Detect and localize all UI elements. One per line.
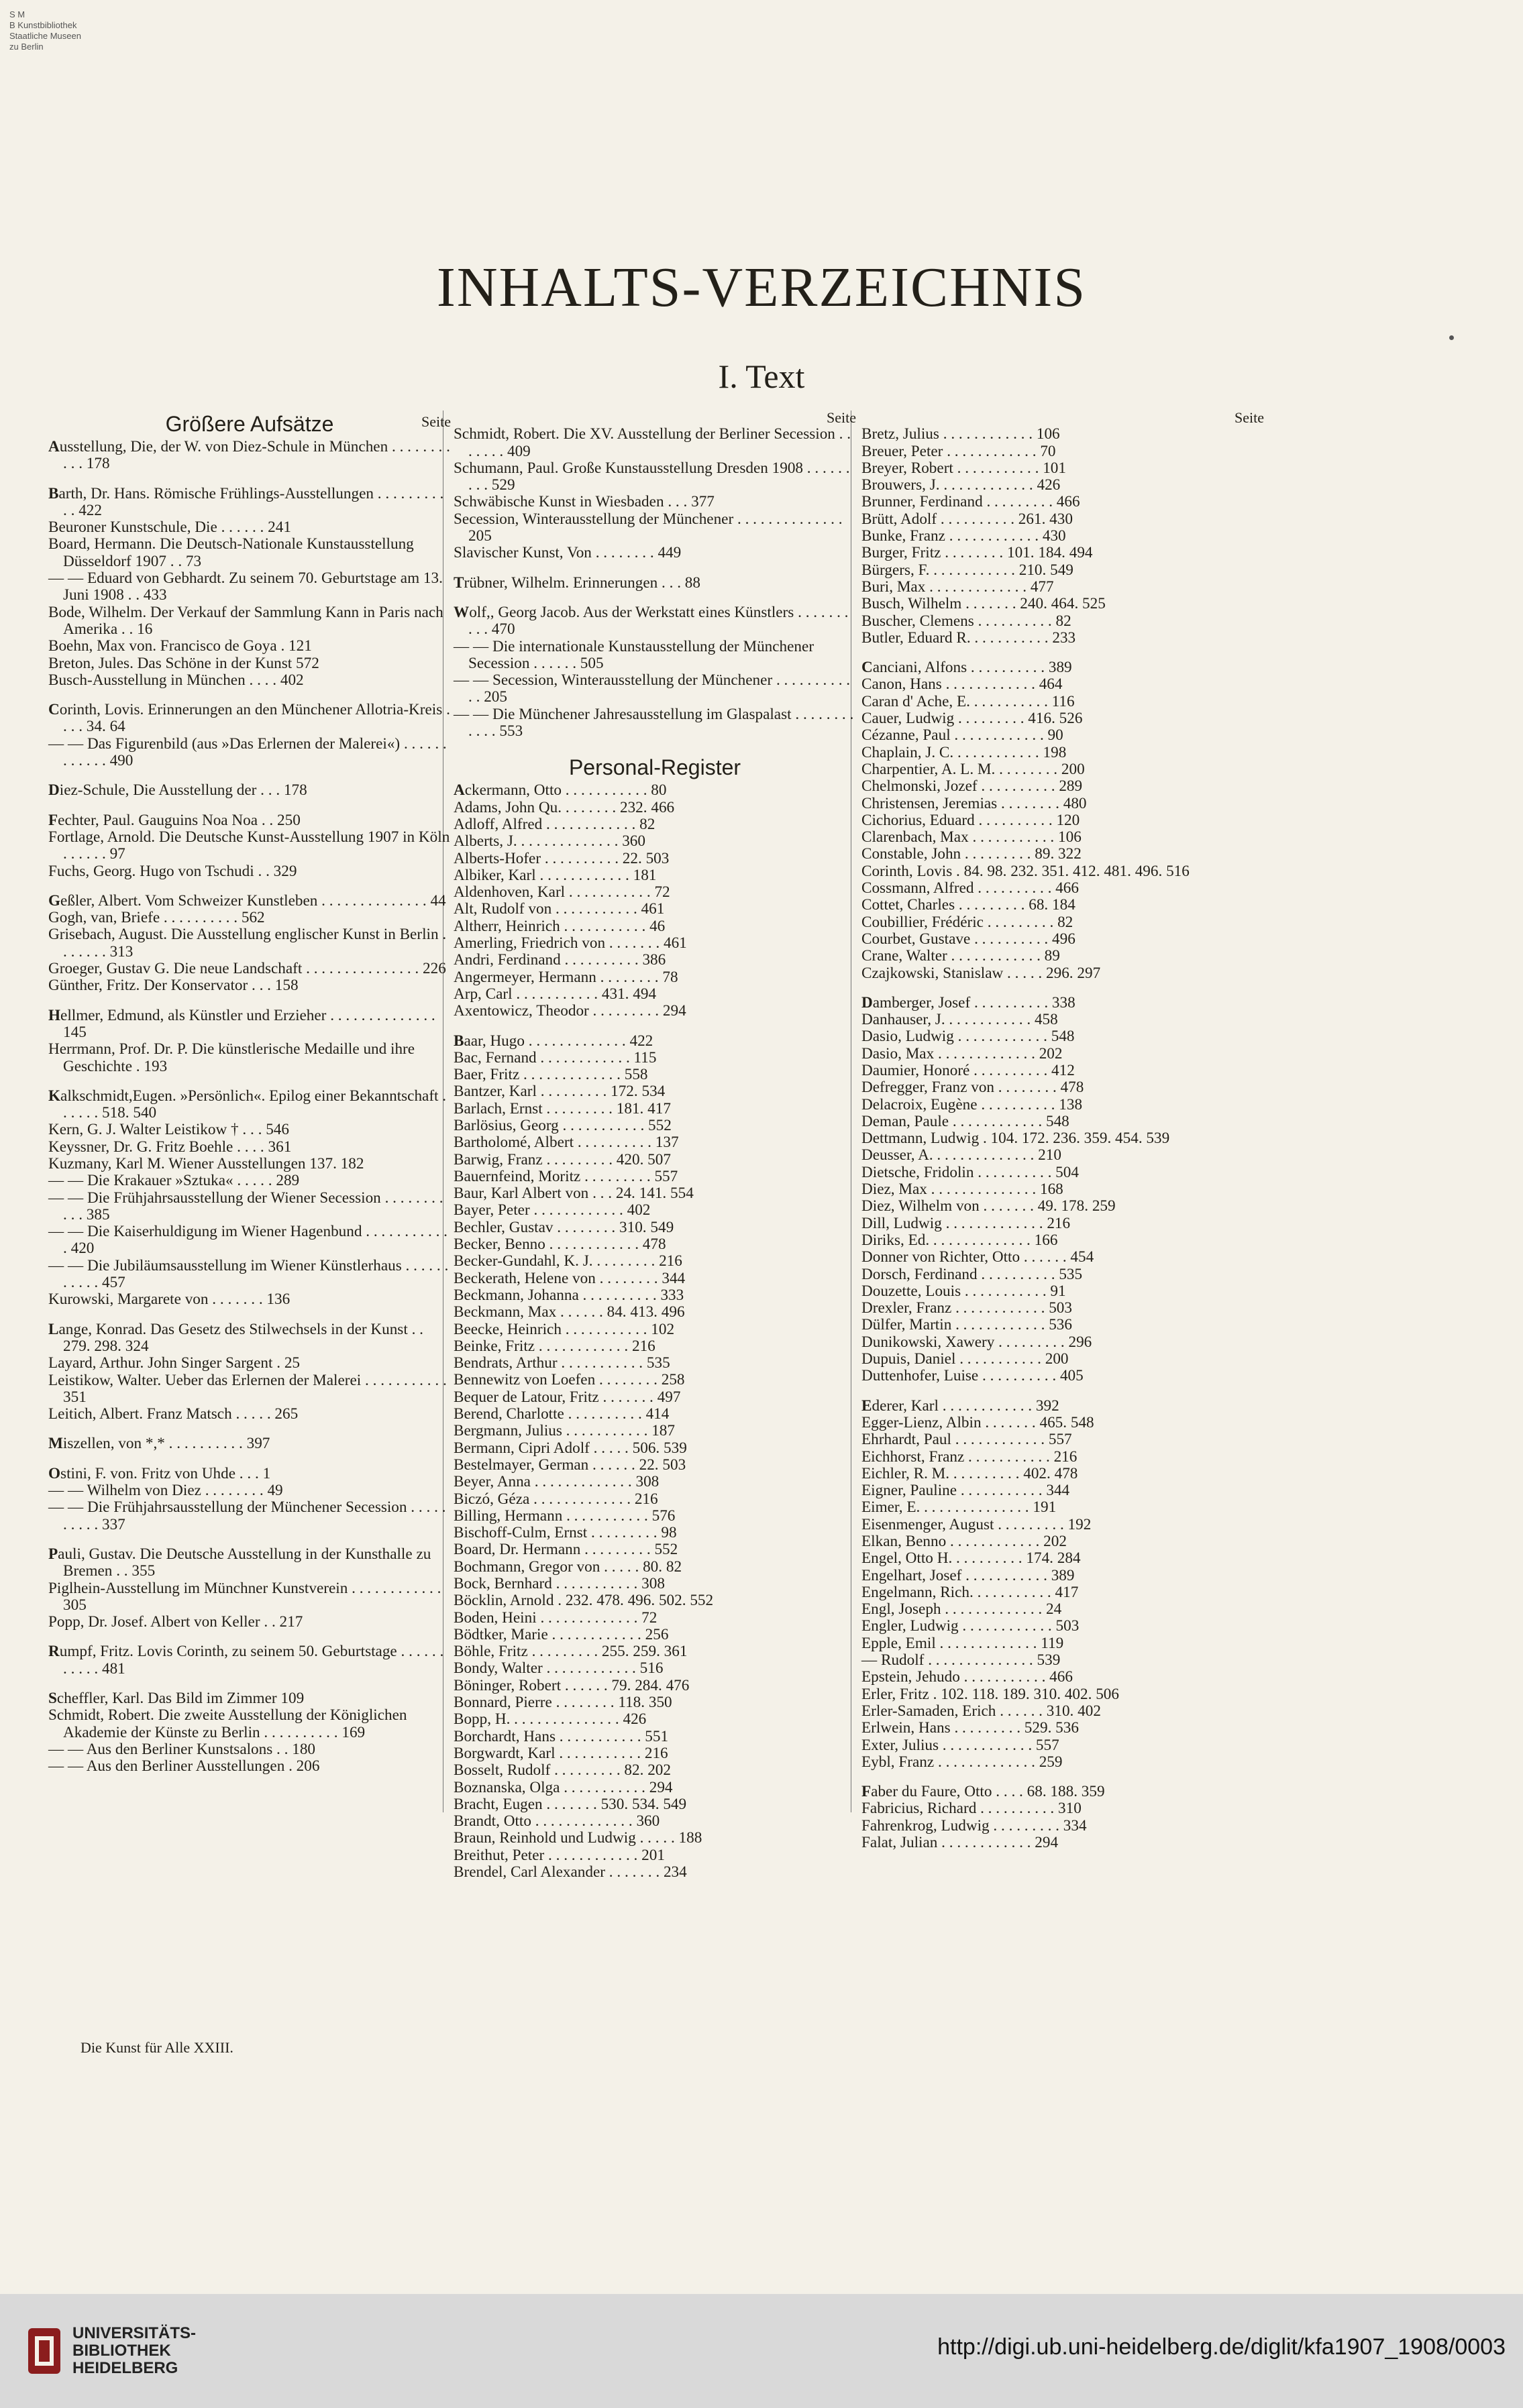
index-entry: — — Wilhelm von Diez . . . . . . . . 49: [48, 1482, 283, 1500]
index-entry: Wolf,, Georg Jacob. Aus der Werkstatt eines Künstlers . . . . . . . . . . 470: [454, 603, 849, 639]
index-entry: Kurowski, Margarete von . . . . . . . 136: [48, 1291, 291, 1309]
index-entry: Beuroner Kunstschule, Die . . . . . . 241: [48, 518, 291, 537]
index-entry: Hellmer, Edmund, als Künstler und Erzieher . . . . . . . . . . . . . . 145: [48, 1006, 435, 1041]
essays-list-continued: [454, 426, 856, 740]
index-entry: Arp, Carl . . . . . . . . . . . 431. 494: [454, 985, 657, 1003]
entry-gap: [48, 769, 451, 782]
index-entry: Herrmann, Prof. Dr. P. Die künstlerische Medaille und ihre Geschichte . 193: [48, 1040, 415, 1075]
index-entry: Delacroix, Eugène . . . . . . . . . . 138: [861, 1095, 1083, 1113]
entry-gap: [861, 982, 1264, 995]
index-entry: Dasio, Max . . . . . . . . . . . . . 202: [861, 1044, 1063, 1062]
index-entry: Bock, Bernhard . . . . . . . . . . . 308: [454, 1575, 665, 1592]
index-entry: Böninger, Robert . . . . . . 79. 284. 476: [454, 1676, 690, 1694]
index-entry: Buri, Max . . . . . . . . . . . . . 477: [861, 578, 1054, 596]
index-entry: Erler-Samaden, Erich . . . . . . 310. 402: [861, 1702, 1101, 1720]
register-list: [454, 782, 856, 1881]
index-entry: Gogh, van, Briefe . . . . . . . . . . 562: [48, 909, 265, 927]
index-entry: Bantzer, Karl . . . . . . . . . 172. 534: [454, 1083, 666, 1101]
index-entry: Engelmann, Rich. . . . . . . . . . . 417: [861, 1583, 1079, 1601]
index-entry: Alt, Rudolf von . . . . . . . . . . . 461: [454, 900, 665, 918]
index-entry: Crane, Walter . . . . . . . . . . . . 89: [861, 947, 1060, 965]
index-entry: Alberts-Hofer . . . . . . . . . . 22. 503: [454, 849, 670, 867]
index-entry: Buscher, Clemens . . . . . . . . . . 82: [861, 612, 1071, 630]
index-entry: Günther, Fritz. Der Konservator . . . 158: [48, 977, 299, 995]
entry-gap: [48, 995, 451, 1007]
index-entry: Donner von Richter, Otto . . . . . . 454: [861, 1248, 1094, 1266]
index-entry: Damberger, Josef . . . . . . . . . . 338: [861, 993, 1075, 1011]
index-entry: Bartholomé, Albert . . . . . . . . . . 137: [454, 1134, 679, 1152]
index-entry: Bödtker, Marie . . . . . . . . . . . . 256: [454, 1625, 669, 1643]
index-entry: Eimer, E. . . . . . . . . . . . . . . 191: [861, 1498, 1057, 1517]
index-entry: Chaplain, J. C. . . . . . . . . . . . 198: [861, 743, 1067, 761]
index-entry: Boden, Heini . . . . . . . . . . . . . 72: [454, 1608, 658, 1627]
index-entry: Leitich, Albert. Franz Matsch . . . . . 265: [48, 1405, 299, 1423]
index-entry: Fahrenkrog, Ludwig . . . . . . . . . 334: [861, 1816, 1087, 1835]
index-entry: Becker-Gundahl, K. J. . . . . . . . . 216: [454, 1252, 682, 1270]
index-entry: Bondy, Walter . . . . . . . . . . . . 516: [454, 1659, 664, 1678]
speck-mark: [1449, 335, 1454, 340]
essays-heading-text: Größere Aufsätze: [165, 412, 334, 436]
entry-gap: [48, 1631, 451, 1643]
index-entry: Barth, Dr. Hans. Römische Frühlings-Ausstellungen . . . . . . . . . . . 422: [48, 484, 444, 519]
index-entry: Ostini, F. von. Fritz von Uhde . . . 1: [48, 1464, 271, 1482]
entry-gap: [48, 1533, 451, 1546]
index-entry: Grisebach, August. Die Ausstellung englischer Kunst in Berlin . . . . . . . 313: [48, 926, 447, 961]
index-entry: Bochmann, Gregor von . . . . . 80. 82: [454, 1557, 682, 1576]
entry-gap: [48, 473, 451, 486]
entry-gap: [48, 880, 451, 893]
entry-gap: [48, 1453, 451, 1466]
index-entry: Lange, Konrad. Das Gesetz des Stilwechsels in der Kunst . . 279. 298. 324: [48, 1320, 423, 1355]
index-entry: — — Die Münchener Jahresausstellung im Glaspalast . . . . . . . . . . . . 553: [454, 705, 854, 741]
index-entry: Braun, Reinhold und Ludwig . . . . . 188: [454, 1829, 702, 1847]
index-entry: Brunner, Ferdinand . . . . . . . . . 466: [861, 493, 1080, 511]
index-entry: — — Die Krakauer »Sztuka« . . . . . 289: [48, 1172, 300, 1190]
index-entry: Schmidt, Robert. Die XV. Ausstellung der Berliner Secession . . . . . . . 409: [454, 425, 851, 460]
index-entry: — — Die Kaiserhuldigung im Wiener Hagenbund . . . . . . . . . . . . 420: [48, 1223, 448, 1258]
index-entry: Daumier, Honoré . . . . . . . . . . 412: [861, 1061, 1075, 1079]
index-entry: Board, Dr. Hermann . . . . . . . . . 552: [454, 1541, 678, 1559]
index-entry: Keyssner, Dr. G. Fritz Boehle . . . . 361: [48, 1138, 292, 1156]
entry-gap: [48, 689, 451, 702]
index-entry: Diriks, Ed. . . . . . . . . . . . . . 166: [861, 1231, 1058, 1249]
index-entry: Kalkschmidt,Eugen. »Persönlich«. Epilog einer Bekanntschaft . . . . . . 518. 540: [48, 1087, 447, 1122]
index-entry: Kuzmany, Karl M. Wiener Ausstellungen 137. 182: [48, 1154, 364, 1172]
index-entry: Cichorius, Eduard . . . . . . . . . . 120: [861, 811, 1080, 829]
index-entry: Engler, Ludwig . . . . . . . . . . . . 503: [861, 1617, 1080, 1635]
index-entry: Eigner, Pauline . . . . . . . . . . . 344: [861, 1482, 1070, 1500]
index-entry: Bennewitz von Loefen . . . . . . . . 258: [454, 1371, 685, 1389]
index-entry: Andri, Ferdinand . . . . . . . . . . 386: [454, 951, 666, 969]
index-entry: Diez, Wilhelm von . . . . . . . 49. 178. 259: [861, 1197, 1116, 1215]
index-entry: Fuchs, Georg. Hugo von Tschudi . . 329: [48, 862, 297, 880]
library-name-line: UNIVERSITÄTS-: [72, 2324, 197, 2342]
index-entry: Berend, Charlotte . . . . . . . . . . 414: [454, 1405, 670, 1423]
index-entry: Bischoff-Culm, Ernst . . . . . . . . . 98: [454, 1524, 677, 1542]
index-entry: Beckmann, Max . . . . . . 84. 413. 496: [454, 1303, 685, 1321]
index-entry: Bonnard, Pierre . . . . . . . . 118. 350: [454, 1694, 672, 1712]
index-entry: Brouwers, J. . . . . . . . . . . . . 426: [861, 476, 1061, 494]
seite-label: Seite: [1235, 409, 1264, 426]
index-entry: Kern, G. J. Walter Leistikow † . . . 546: [48, 1121, 289, 1139]
entry-gap: [861, 1771, 1264, 1784]
stamp-line: zu Berlin: [9, 42, 44, 52]
index-entry: Rumpf, Fritz. Lovis Corinth, zu seinem 50. Geburtstage . . . . . . . . . . . 481: [48, 1643, 444, 1678]
register-list-continued: [861, 426, 1264, 1851]
university-seal-icon: [24, 2324, 64, 2378]
column-middle: [454, 409, 856, 1881]
museum-stamp: [9, 9, 81, 52]
index-entry: Defregger, Franz von . . . . . . . . 478: [861, 1079, 1084, 1097]
index-entry: Dülfer, Martin . . . . . . . . . . . . 536: [861, 1316, 1072, 1334]
essays-list: [48, 439, 451, 1775]
seite-label: Seite: [827, 409, 856, 426]
index-entry: Diez, Max . . . . . . . . . . . . . . 168: [861, 1181, 1063, 1199]
entry-gap: [454, 562, 856, 575]
index-entry: Borgwardt, Karl . . . . . . . . . . . 216: [454, 1744, 668, 1762]
index-entry: Aldenhoven, Karl . . . . . . . . . . . 72: [454, 883, 670, 901]
index-entry: Coubillier, Frédéric . . . . . . . . . 82: [861, 913, 1073, 931]
index-entry: Beckerath, Helene von . . . . . . . . 344: [454, 1269, 686, 1287]
entry-gap: [48, 800, 451, 812]
index-entry: Borchardt, Hans . . . . . . . . . . . 551: [454, 1727, 669, 1745]
index-entry: Bretz, Julius . . . . . . . . . . . . 106: [861, 425, 1060, 443]
index-entry: Bequer de Latour, Fritz . . . . . . . 497: [454, 1388, 681, 1406]
index-entry: Scheffler, Karl. Das Bild im Zimmer 109: [48, 1690, 305, 1707]
index-entry: Clarenbach, Max . . . . . . . . . . . 106: [861, 828, 1082, 846]
index-entry: — — Die Frühjahrsausstellung der Wiener Secession . . . . . . . . . . . 385: [48, 1189, 443, 1223]
library-name-line: BIBLIOTHEK: [72, 2342, 171, 2360]
index-entry: Fortlage, Arnold. Die Deutsche Kunst-Ausstellung 1907 in Köln . . . . . . 97: [48, 828, 450, 863]
index-entry: Engl, Joseph . . . . . . . . . . . . . 24: [861, 1600, 1062, 1619]
index-entry: — — Die internationale Kunstausstellung der Münchener Secession . . . . . . 505: [454, 637, 815, 672]
index-entry: Chelmonski, Jozef . . . . . . . . . . 289: [861, 777, 1083, 796]
index-entry: Corinth, Lovis . 84. 98. 232. 351. 412. 481. 496. 516: [861, 862, 1190, 880]
index-entry: Danhauser, J. . . . . . . . . . . . 458: [861, 1011, 1058, 1029]
index-entry: Leistikow, Walter. Ueber das Erlernen der Malerei . . . . . . . . . . . 351: [48, 1371, 447, 1406]
entry-gap: [48, 1309, 451, 1321]
page-title: INHALTS-VERZEICHNIS: [436, 256, 1087, 319]
index-entry: Canon, Hans . . . . . . . . . . . . 464: [861, 675, 1063, 694]
index-entry: Bendrats, Arthur . . . . . . . . . . . 535: [454, 1354, 670, 1372]
index-entry: Constable, John . . . . . . . . . 89. 322: [861, 845, 1082, 863]
index-entry: Board, Hermann. Die Deutsch-Nationale Kunstausstellung Düsseldorf 1907 . . 73: [48, 535, 414, 570]
index-entry: — Rudolf . . . . . . . . . . . . . . 539: [861, 1651, 1061, 1670]
index-entry: Dasio, Ludwig . . . . . . . . . . . . 548: [861, 1028, 1075, 1046]
index-entry: Eybl, Franz . . . . . . . . . . . . . 259: [861, 1753, 1063, 1771]
index-entry: Erlwein, Hans . . . . . . . . . 529. 536: [861, 1719, 1079, 1737]
index-entry: Layard, Arthur. John Singer Sargent . 25: [48, 1354, 301, 1372]
index-entry: Baer, Fritz . . . . . . . . . . . . . 558: [454, 1066, 648, 1084]
index-entry: Canciani, Alfons . . . . . . . . . . 389: [861, 659, 1072, 677]
index-entry: Brandt, Otto . . . . . . . . . . . . . 360: [454, 1812, 660, 1830]
entry-gap: [48, 1678, 451, 1690]
entry-gap: [454, 592, 856, 604]
index-entry: Pauli, Gustav. Die Deutsche Ausstellung in der Kunsthalle zu Bremen . . 355: [48, 1545, 431, 1580]
library-name: [72, 2325, 196, 2377]
index-entry: Exter, Julius . . . . . . . . . . . . 557: [861, 1736, 1059, 1754]
index-entry: Eisenmenger, August . . . . . . . . . 192: [861, 1515, 1092, 1533]
index-entry: Boznanska, Olga . . . . . . . . . . . 294: [454, 1778, 673, 1796]
index-entry: Slavischer Kunst, Von . . . . . . . . 449: [454, 544, 682, 562]
index-entry: Cottet, Charles . . . . . . . . . 68. 184: [861, 896, 1075, 914]
index-entry: Billing, Hermann . . . . . . . . . . . 576: [454, 1507, 676, 1525]
index-entry: Elkan, Benno . . . . . . . . . . . . 202: [861, 1533, 1067, 1550]
index-entry: Faber du Faure, Otto . . . . 68. 188. 359: [861, 1783, 1105, 1801]
index-entry: Trübner, Wilhelm. Erinnerungen . . . 88: [454, 573, 700, 592]
index-entry: Becker, Benno . . . . . . . . . . . . 478: [454, 1236, 666, 1254]
index-entry: Barlösius, Georg . . . . . . . . . . . 552: [454, 1116, 672, 1134]
index-entry: Eichler, R. M. . . . . . . . . . 402. 478: [861, 1464, 1078, 1482]
index-entry: Barlach, Ernst . . . . . . . . . 181. 417: [454, 1099, 671, 1117]
entry-gap: [48, 1423, 451, 1435]
index-entry: Bechler, Gustav . . . . . . . . 310. 549: [454, 1218, 674, 1236]
index-entry: — — Die Frühjahrsausstellung der Münchener Secession . . . . . . . . . . 337: [48, 1498, 446, 1533]
index-entry: Courbet, Gustave . . . . . . . . . . 496: [861, 930, 1075, 948]
index-entry: Butler, Eduard R. . . . . . . . . . . 233: [861, 628, 1076, 647]
index-entry: Böhle, Fritz . . . . . . . . . 255. 259. 361: [454, 1643, 688, 1661]
index-entry: Ehrhardt, Paul . . . . . . . . . . . . 557: [861, 1431, 1072, 1449]
stamp-line: B Kunstbibliothek: [9, 20, 77, 30]
index-entry: — — Das Figurenbild (aus »Das Erlernen der Malerei«) . . . . . . . . . . . . 490: [48, 734, 447, 770]
index-entry: Dietsche, Fridolin . . . . . . . . . . 504: [861, 1163, 1079, 1181]
index-entry: Christensen, Jeremias . . . . . . . . 480: [861, 794, 1087, 812]
index-entry: Albiker, Karl . . . . . . . . . . . . 181: [454, 866, 657, 884]
index-entry: Axentowicz, Theodor . . . . . . . . . 294: [454, 1002, 686, 1020]
index-entry: Busch-Ausstellung in München . . . . 402: [48, 671, 304, 689]
index-entry: Busch, Wilhelm . . . . . . . 240. 464. 525: [861, 595, 1106, 613]
source-url-link[interactable]: http://digi.ub.uni-heidelberg.de/diglit/kfa1907_1908/0003: [937, 2334, 1506, 2360]
index-entry: Burger, Fritz . . . . . . . . 101. 184. 494: [861, 544, 1093, 562]
index-entry: Drexler, Franz . . . . . . . . . . . . 503: [861, 1299, 1072, 1317]
index-entry: Böcklin, Arnold . 232. 478. 496. 502. 552: [454, 1592, 714, 1610]
index-entry: — — Die Jubiläumsausstellung im Wiener Künstlerhaus . . . . . . . . . . . 457: [48, 1256, 449, 1292]
index-entry: Caran d' Ache, E. . . . . . . . . . . 116: [861, 692, 1075, 710]
index-entry: Dupuis, Daniel . . . . . . . . . . . 200: [861, 1350, 1069, 1368]
index-entry: Bauernfeind, Moritz . . . . . . . . . 557: [454, 1167, 678, 1185]
index-entry: Epple, Emil . . . . . . . . . . . . . 119: [861, 1634, 1064, 1652]
index-entry: Dunikowski, Xawery . . . . . . . . . 296: [861, 1333, 1092, 1351]
index-entry: Bunke, Franz . . . . . . . . . . . . 430: [861, 527, 1066, 545]
library-name-line: HEIDELBERG: [72, 2359, 178, 2377]
index-entry: Cauer, Ludwig . . . . . . . . . 416. 526: [861, 710, 1083, 728]
index-entry: Groeger, Gustav G. Die neue Landschaft . . . . . . . . . . . . . . . 226: [48, 960, 446, 978]
stamp-line: S M: [9, 9, 25, 19]
index-entry: Falat, Julian . . . . . . . . . . . . 294: [861, 1834, 1059, 1852]
index-entry: Duttenhofer, Luise . . . . . . . . . . 405: [861, 1367, 1084, 1385]
index-entry: Breyer, Robert . . . . . . . . . . . 101: [861, 459, 1066, 477]
index-entry: — — Aus den Berliner Ausstellungen . 206: [48, 1757, 320, 1775]
index-entry: Beckmann, Johanna . . . . . . . . . . 333: [454, 1286, 684, 1304]
index-entry: Schmidt, Robert. Die zweite Ausstellung der Königlichen Akademie der Künste zu Berlin . . . . . . . . . . 169: [48, 1706, 407, 1741]
index-entry: Egger-Lienz, Albin . . . . . . . 465. 548: [861, 1413, 1094, 1431]
column-register: [861, 409, 1264, 1851]
index-entry: Altherr, Heinrich . . . . . . . . . . . 46: [454, 917, 666, 935]
index-entry: Bracht, Eugen . . . . . . . 530. 534. 549: [454, 1795, 687, 1813]
index-entry: Schumann, Paul. Große Kunstausstellung Dresden 1908 . . . . . . . . . 529: [454, 459, 850, 494]
index-entry: Bode, Wilhelm. Der Verkauf der Sammlung Kann in Paris nach Amerika . . 16: [48, 603, 443, 638]
index-entry: Diez-Schule, Die Ausstellung der . . . 178: [48, 781, 307, 800]
index-entry: Geßler, Albert. Vom Schweizer Kunstleben . . . . . . . . . . . . . . 44: [48, 891, 446, 910]
section-title: I. Text: [718, 358, 805, 395]
index-entry: Bergmann, Julius . . . . . . . . . . . 187: [454, 1422, 675, 1440]
index-entry: Bestelmayer, German . . . . . . 22. 503: [454, 1456, 686, 1474]
index-entry: Breuer, Peter . . . . . . . . . . . . 70: [861, 442, 1056, 460]
index-entry: Dorsch, Ferdinand . . . . . . . . . . 535: [861, 1265, 1083, 1283]
entry-gap: [454, 1020, 856, 1033]
index-entry: Beinke, Fritz . . . . . . . . . . . . 216: [454, 1337, 655, 1355]
index-entry: Piglhein-Ausstellung im Münchner Kunstverein . . . . . . . . . . . . 305: [48, 1579, 441, 1614]
index-entry: — — Aus den Berliner Kunstsalons . . 180: [48, 1740, 316, 1758]
index-entry: — — Secession, Winterausstellung der Münchener . . . . . . . . . . . . 205: [454, 671, 851, 706]
index-entry: Breton, Jules. Das Schöne in der Kunst 572: [48, 654, 319, 672]
index-entry: Douzette, Louis . . . . . . . . . . . 91: [861, 1282, 1066, 1300]
index-entry: Barwig, Franz . . . . . . . . . 420. 507: [454, 1150, 671, 1168]
page-footer: Die Kunst für Alle XXIII.: [81, 2039, 233, 2056]
index-entry: Schwäbische Kunst in Wiesbaden . . . 377: [454, 493, 715, 511]
index-entry: Beyer, Anna . . . . . . . . . . . . . 308: [454, 1473, 660, 1491]
column-essays: [48, 409, 451, 1775]
index-entry: Baar, Hugo . . . . . . . . . . . . . 422: [454, 1032, 653, 1050]
index-entry: Breithut, Peter . . . . . . . . . . . . 201: [454, 1846, 665, 1864]
entry-gap: [861, 647, 1264, 659]
essays-heading: [48, 409, 451, 439]
index-entry: Dettmann, Ludwig . 104. 172. 236. 359. 454. 539: [861, 1130, 1170, 1148]
index-entry: Corinth, Lovis. Erinnerungen an den Münchener Allotria-Kreis . . . . 34. 64: [48, 701, 450, 736]
index-entry: Fabricius, Richard . . . . . . . . . . 310: [861, 1800, 1082, 1818]
index-entry: Deusser, A. . . . . . . . . . . . . . 210: [861, 1146, 1061, 1164]
index-entry: Brütt, Adolf . . . . . . . . . . 261. 430: [861, 510, 1073, 528]
index-entry: Cézanne, Paul . . . . . . . . . . . . 90: [861, 726, 1063, 745]
index-entry: Cossmann, Alfred . . . . . . . . . . 466: [861, 879, 1079, 897]
index-entry: Engelhart, Josef . . . . . . . . . . . 389: [861, 1566, 1075, 1584]
index-entry: Dill, Ludwig . . . . . . . . . . . . . 216: [861, 1214, 1071, 1232]
index-entry: Eichhorst, Franz . . . . . . . . . . . 216: [861, 1447, 1078, 1466]
index-entry: Bermann, Cipri Adolf . . . . . 506. 539: [454, 1439, 687, 1457]
index-entry: Miszellen, von *,* . . . . . . . . . . 397: [48, 1435, 270, 1453]
index-entry: Bosselt, Rudolf . . . . . . . . . 82. 202: [454, 1761, 671, 1780]
stamp-line: Staatliche Museen: [9, 31, 81, 41]
index-entry: Erler, Fritz . 102. 118. 189. 310. 402. 506: [861, 1685, 1119, 1703]
index-entry: Boehn, Max von. Francisco de Goya . 121: [48, 637, 312, 655]
index-entry: Baur, Karl Albert von . . . 24. 141. 554: [454, 1185, 694, 1203]
index-entry: Alberts, J. . . . . . . . . . . . . . 360: [454, 832, 645, 851]
index-entry: Bayer, Peter . . . . . . . . . . . . 402: [454, 1201, 651, 1219]
index-entry: Amerling, Friedrich von . . . . . . . 461: [454, 934, 687, 952]
index-entry: Bopp, H. . . . . . . . . . . . . . . 426: [454, 1710, 647, 1729]
index-entry: Biczó, Géza . . . . . . . . . . . . . 216: [454, 1490, 658, 1508]
entry-gap: [48, 1075, 451, 1088]
entry-gap: [861, 1385, 1264, 1398]
index-entry: Angermeyer, Hermann . . . . . . . . 78: [454, 968, 678, 986]
index-entry: Engel, Otto H. . . . . . . . . . 174. 284: [861, 1549, 1081, 1568]
index-entry: Brendel, Carl Alexander . . . . . . . 234: [454, 1863, 687, 1881]
index-entry: Adams, John Qu. . . . . . . . 232. 466: [454, 798, 675, 816]
index-entry: Czajkowski, Stanislaw . . . . . 296. 297: [861, 964, 1101, 982]
index-entry: Deman, Paule . . . . . . . . . . . . 548: [861, 1112, 1069, 1130]
index-entry: Epstein, Jehudo . . . . . . . . . . . 466: [861, 1668, 1073, 1686]
index-entry: Secession, Winterausstellung der Münchener . . . . . . . . . . . . . . 205: [454, 510, 843, 545]
index-entry: Charpentier, A. L. M. . . . . . . . . 200: [861, 760, 1085, 778]
index-entry: Ederer, Karl . . . . . . . . . . . . 392: [861, 1397, 1059, 1415]
index-entry: Popp, Dr. Josef. Albert von Keller . . 217: [48, 1613, 303, 1631]
index-entry: Ausstellung, Die, der W. von Diez-Schule in München . . . . . . . . . . . 178: [48, 438, 450, 473]
index-entry: Beecke, Heinrich . . . . . . . . . . . 102: [454, 1320, 675, 1338]
register-heading: Personal-Register: [568, 755, 741, 780]
index-entry: Bürgers, F. . . . . . . . . . . . 210. 549: [861, 561, 1073, 579]
index-entry: Bac, Fernand . . . . . . . . . . . . 115: [454, 1048, 657, 1066]
index-entry: Adloff, Alfred . . . . . . . . . . . . 82: [454, 815, 655, 833]
index-entry: Ackermann, Otto . . . . . . . . . . . 80: [454, 781, 667, 800]
index-entry: Fechter, Paul. Gauguins Noa Noa . . 250: [48, 811, 301, 829]
index-entry: — — Eduard von Gebhardt. Zu seinem 70. Geburtstage am 13. Juni 1908 . . 433: [48, 569, 443, 604]
seite-label: Seite: [421, 413, 451, 430]
